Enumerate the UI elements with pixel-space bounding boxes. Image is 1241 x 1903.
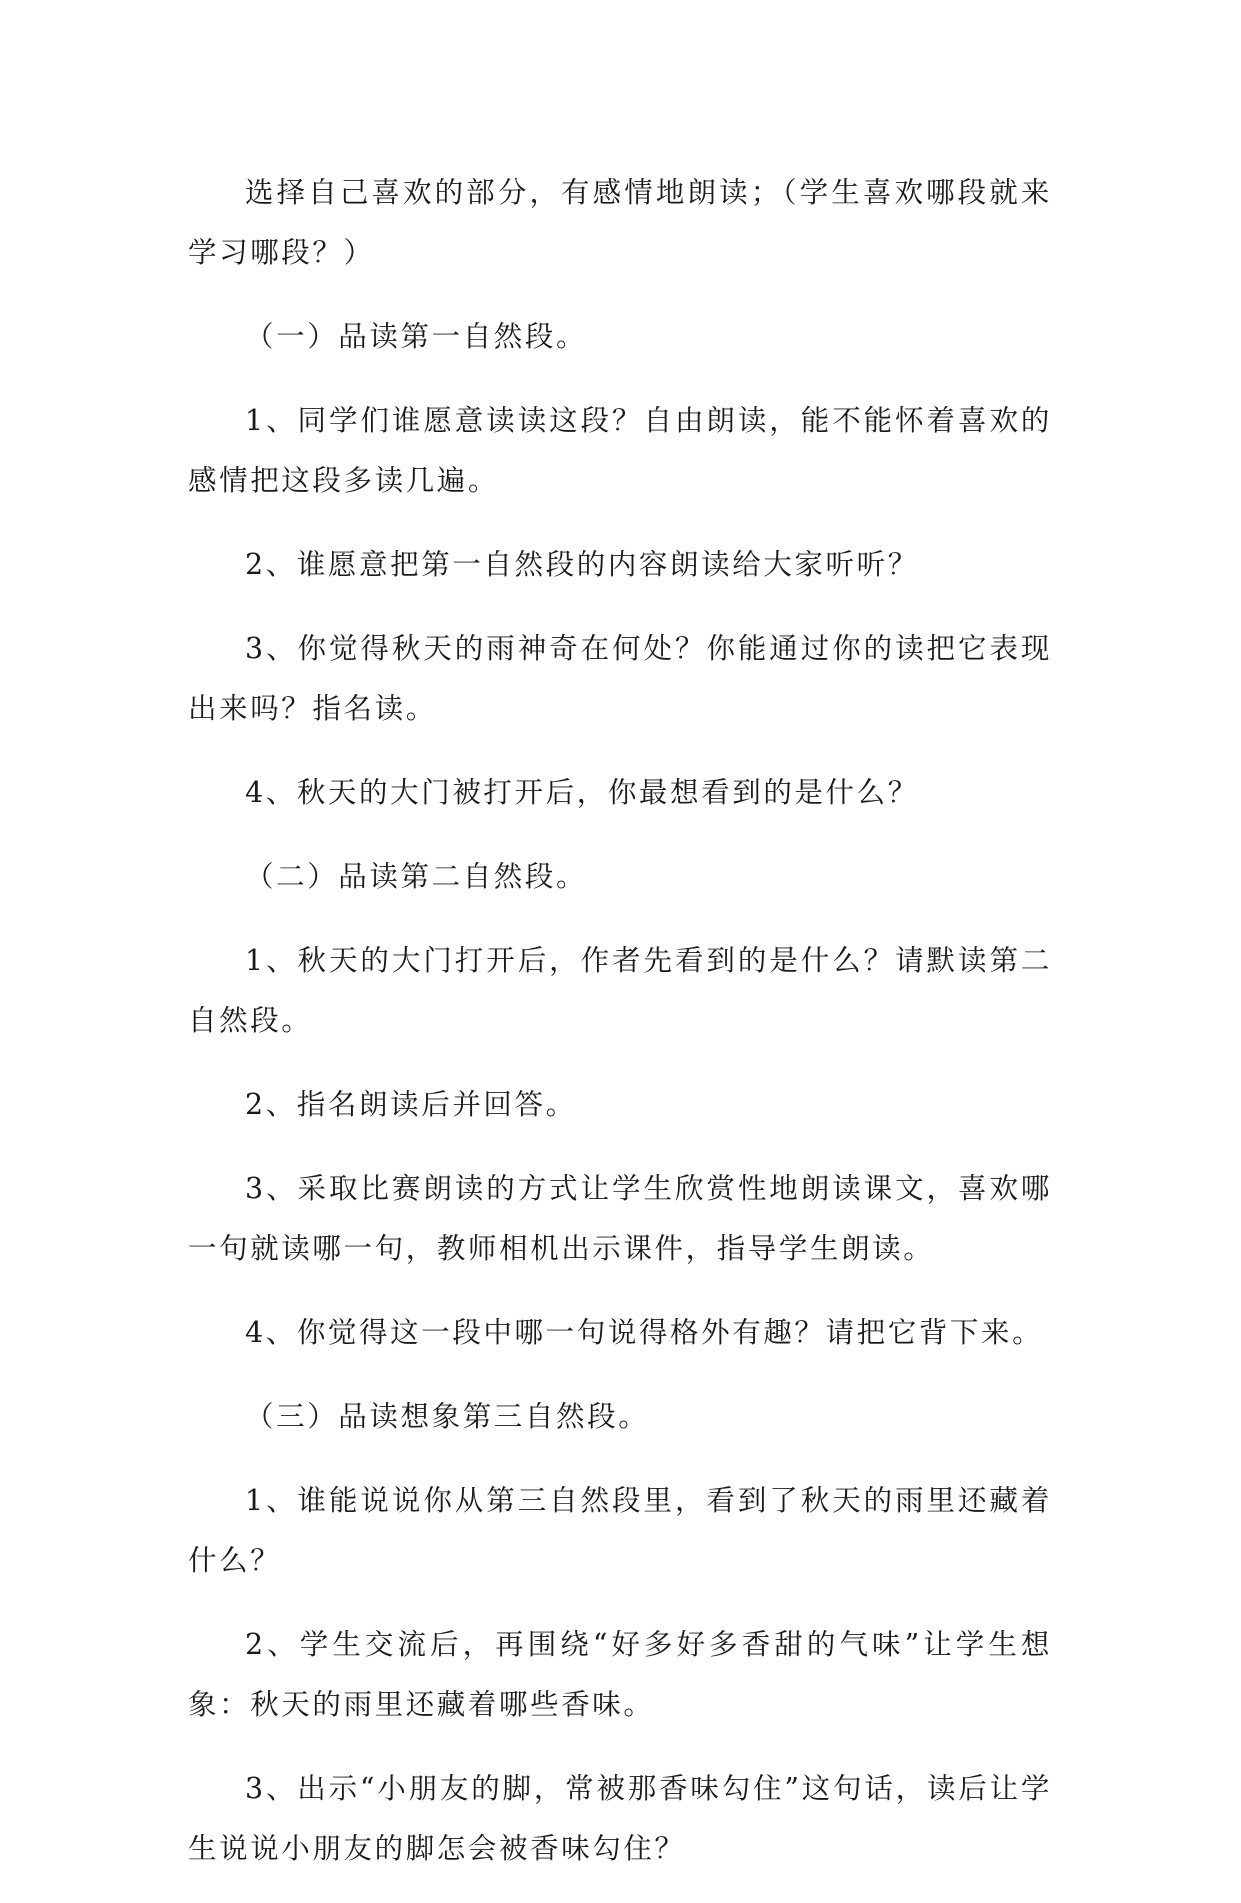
paragraph-3-1: 1、谁能说说你从第三自然段里，看到了秋天的雨里还藏着什么？ (188, 1484, 1052, 1577)
paragraph-1-3: 3、你觉得秋天的雨神奇在何处？你能通过你的读把它表现出来吗？指名读。 (188, 632, 1052, 725)
paragraph-1-4: 4、秋天的大门被打开后，你最想看到的是什么？ (245, 776, 919, 809)
paragraph-intro: 选择自己喜欢的部分，有感情地朗读；（学生喜欢哪段就来学习哪段？） (188, 176, 1052, 269)
paragraph-1-2: 2、谁愿意把第一自然段的内容朗读给大家听听？ (245, 548, 919, 581)
section-heading-3: （三）品读想象第三自然段。 (245, 1400, 650, 1433)
document-body (188, 163, 1052, 1903)
paragraph-2-3: 3、采取比赛朗读的方式让学生欣赏性地朗读课文，喜欢哪一句就读哪一句，教师相机出示课件，指导学生朗读。 (188, 1172, 1052, 1265)
section-heading-2: （二）品读第二自然段。 (245, 860, 588, 893)
paragraph-2-4: 4、你觉得这一段中哪一句说得格外有趣？请把它背下来。 (245, 1316, 1044, 1349)
paragraph-1-1: 1、同学们谁愿意读读这段？自由朗读，能不能怀着喜欢的感情把这段多读几遍。 (188, 404, 1052, 497)
section-heading-1: （一）品读第一自然段。 (245, 320, 588, 353)
paragraph-3-2: 2、学生交流后，再围绕“好多好多香甜的气味”让学生想象：秋天的雨里还藏着哪些香味。 (188, 1628, 1052, 1721)
paragraph-2-1: 1、秋天的大门打开后，作者先看到的是什么？请默读第二自然段。 (188, 944, 1052, 1037)
paragraph-3-3: 3、出示“小朋友的脚，常被那香味勾住”这句话，读后让学生说说小朋友的脚怎会被香味勾住？ (188, 1772, 1052, 1865)
paragraph-2-2: 2、指名朗读后并回答。 (245, 1088, 577, 1121)
